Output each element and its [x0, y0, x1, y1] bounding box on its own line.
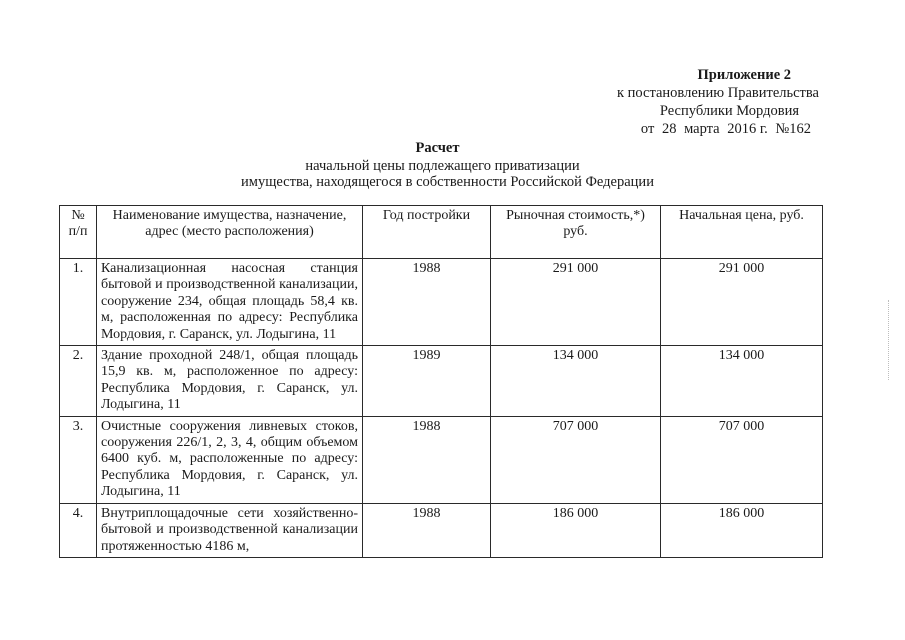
table-row: [60, 259, 823, 346]
table-row: [60, 416, 823, 503]
date-month: марта: [684, 121, 720, 137]
header-start-price: Начальная цена, руб.: [661, 206, 823, 259]
row-market-value: 707 000: [491, 416, 661, 503]
row-market-value: 291 000: [491, 259, 661, 346]
row-year: 1988: [363, 416, 491, 503]
document-number: №162: [775, 121, 811, 137]
valuation-table: [59, 205, 823, 558]
appendix-title: Приложение 2: [697, 67, 791, 83]
page-title: Расчет: [415, 140, 460, 156]
page-subtitle-2: имущества, находящегося в собственности Российской Федерации: [241, 174, 654, 190]
header-year: Год постройки: [363, 206, 491, 259]
row-year: 1989: [363, 346, 491, 417]
row-start-price: 707 000: [661, 416, 823, 503]
header-market-value: Рыночная стоимость,*) руб.: [491, 206, 661, 259]
table-body: [60, 259, 823, 558]
header-name: Наименование имущества, назначение, адрес (место расположения): [97, 206, 363, 259]
row-name: Здание проходной 248/1, общая площадь 15,9 кв. м, расположенное по адресу: Республика Мордовия, г. Саранск, ул. Лодыгина, 11: [97, 346, 363, 417]
row-year: 1988: [363, 503, 491, 557]
table-header-row: [60, 206, 823, 259]
row-market-value: 186 000: [491, 503, 661, 557]
date-year: 2016 г.: [727, 121, 768, 137]
row-num: 1.: [60, 259, 97, 346]
row-year: 1988: [363, 259, 491, 346]
row-name: Канализационная насосная станция бытовой и производственной канализации, сооружение 234, общая площадь 58,4 кв. м, расположенная по адресу: Республика Мордовия, г. Саранск, ул. Лодыгина, 11: [97, 259, 363, 346]
appendix-line-resolution: к постановлению Правительства: [617, 85, 819, 101]
row-num: 4.: [60, 503, 97, 557]
row-start-price: 291 000: [661, 259, 823, 346]
table-row: [60, 346, 823, 417]
row-name: Внутриплощадочные сети хозяйственно-бытовой и производственной канализации протяженностью 4186 м,: [97, 503, 363, 557]
header-num: № п/п: [60, 206, 97, 259]
row-name: Очистные сооружения ливневых стоков, сооружения 226/1, 2, 3, 4, общим объемом 6400 куб. м, расположенные по адресу: Республика Мордовия, г. Саранск, ул. Лодыгина, 11: [97, 416, 363, 503]
row-start-price: 134 000: [661, 346, 823, 417]
date-day: 28: [661, 121, 677, 137]
row-num: 3.: [60, 416, 97, 503]
row-market-value: 134 000: [491, 346, 661, 417]
table-header: [60, 206, 823, 259]
appendix-block: [617, 66, 819, 138]
row-start-price: 186 000: [661, 503, 823, 557]
date-prefix: от: [640, 121, 655, 137]
table-row: [60, 503, 823, 557]
scan-artifact: [888, 300, 891, 380]
row-num: 2.: [60, 346, 97, 417]
page-subtitle-1: начальной цены подлежащего приватизации: [305, 158, 580, 174]
appendix-date-line: [617, 120, 819, 138]
appendix-line-republic: Республики Мордовия: [659, 103, 799, 119]
